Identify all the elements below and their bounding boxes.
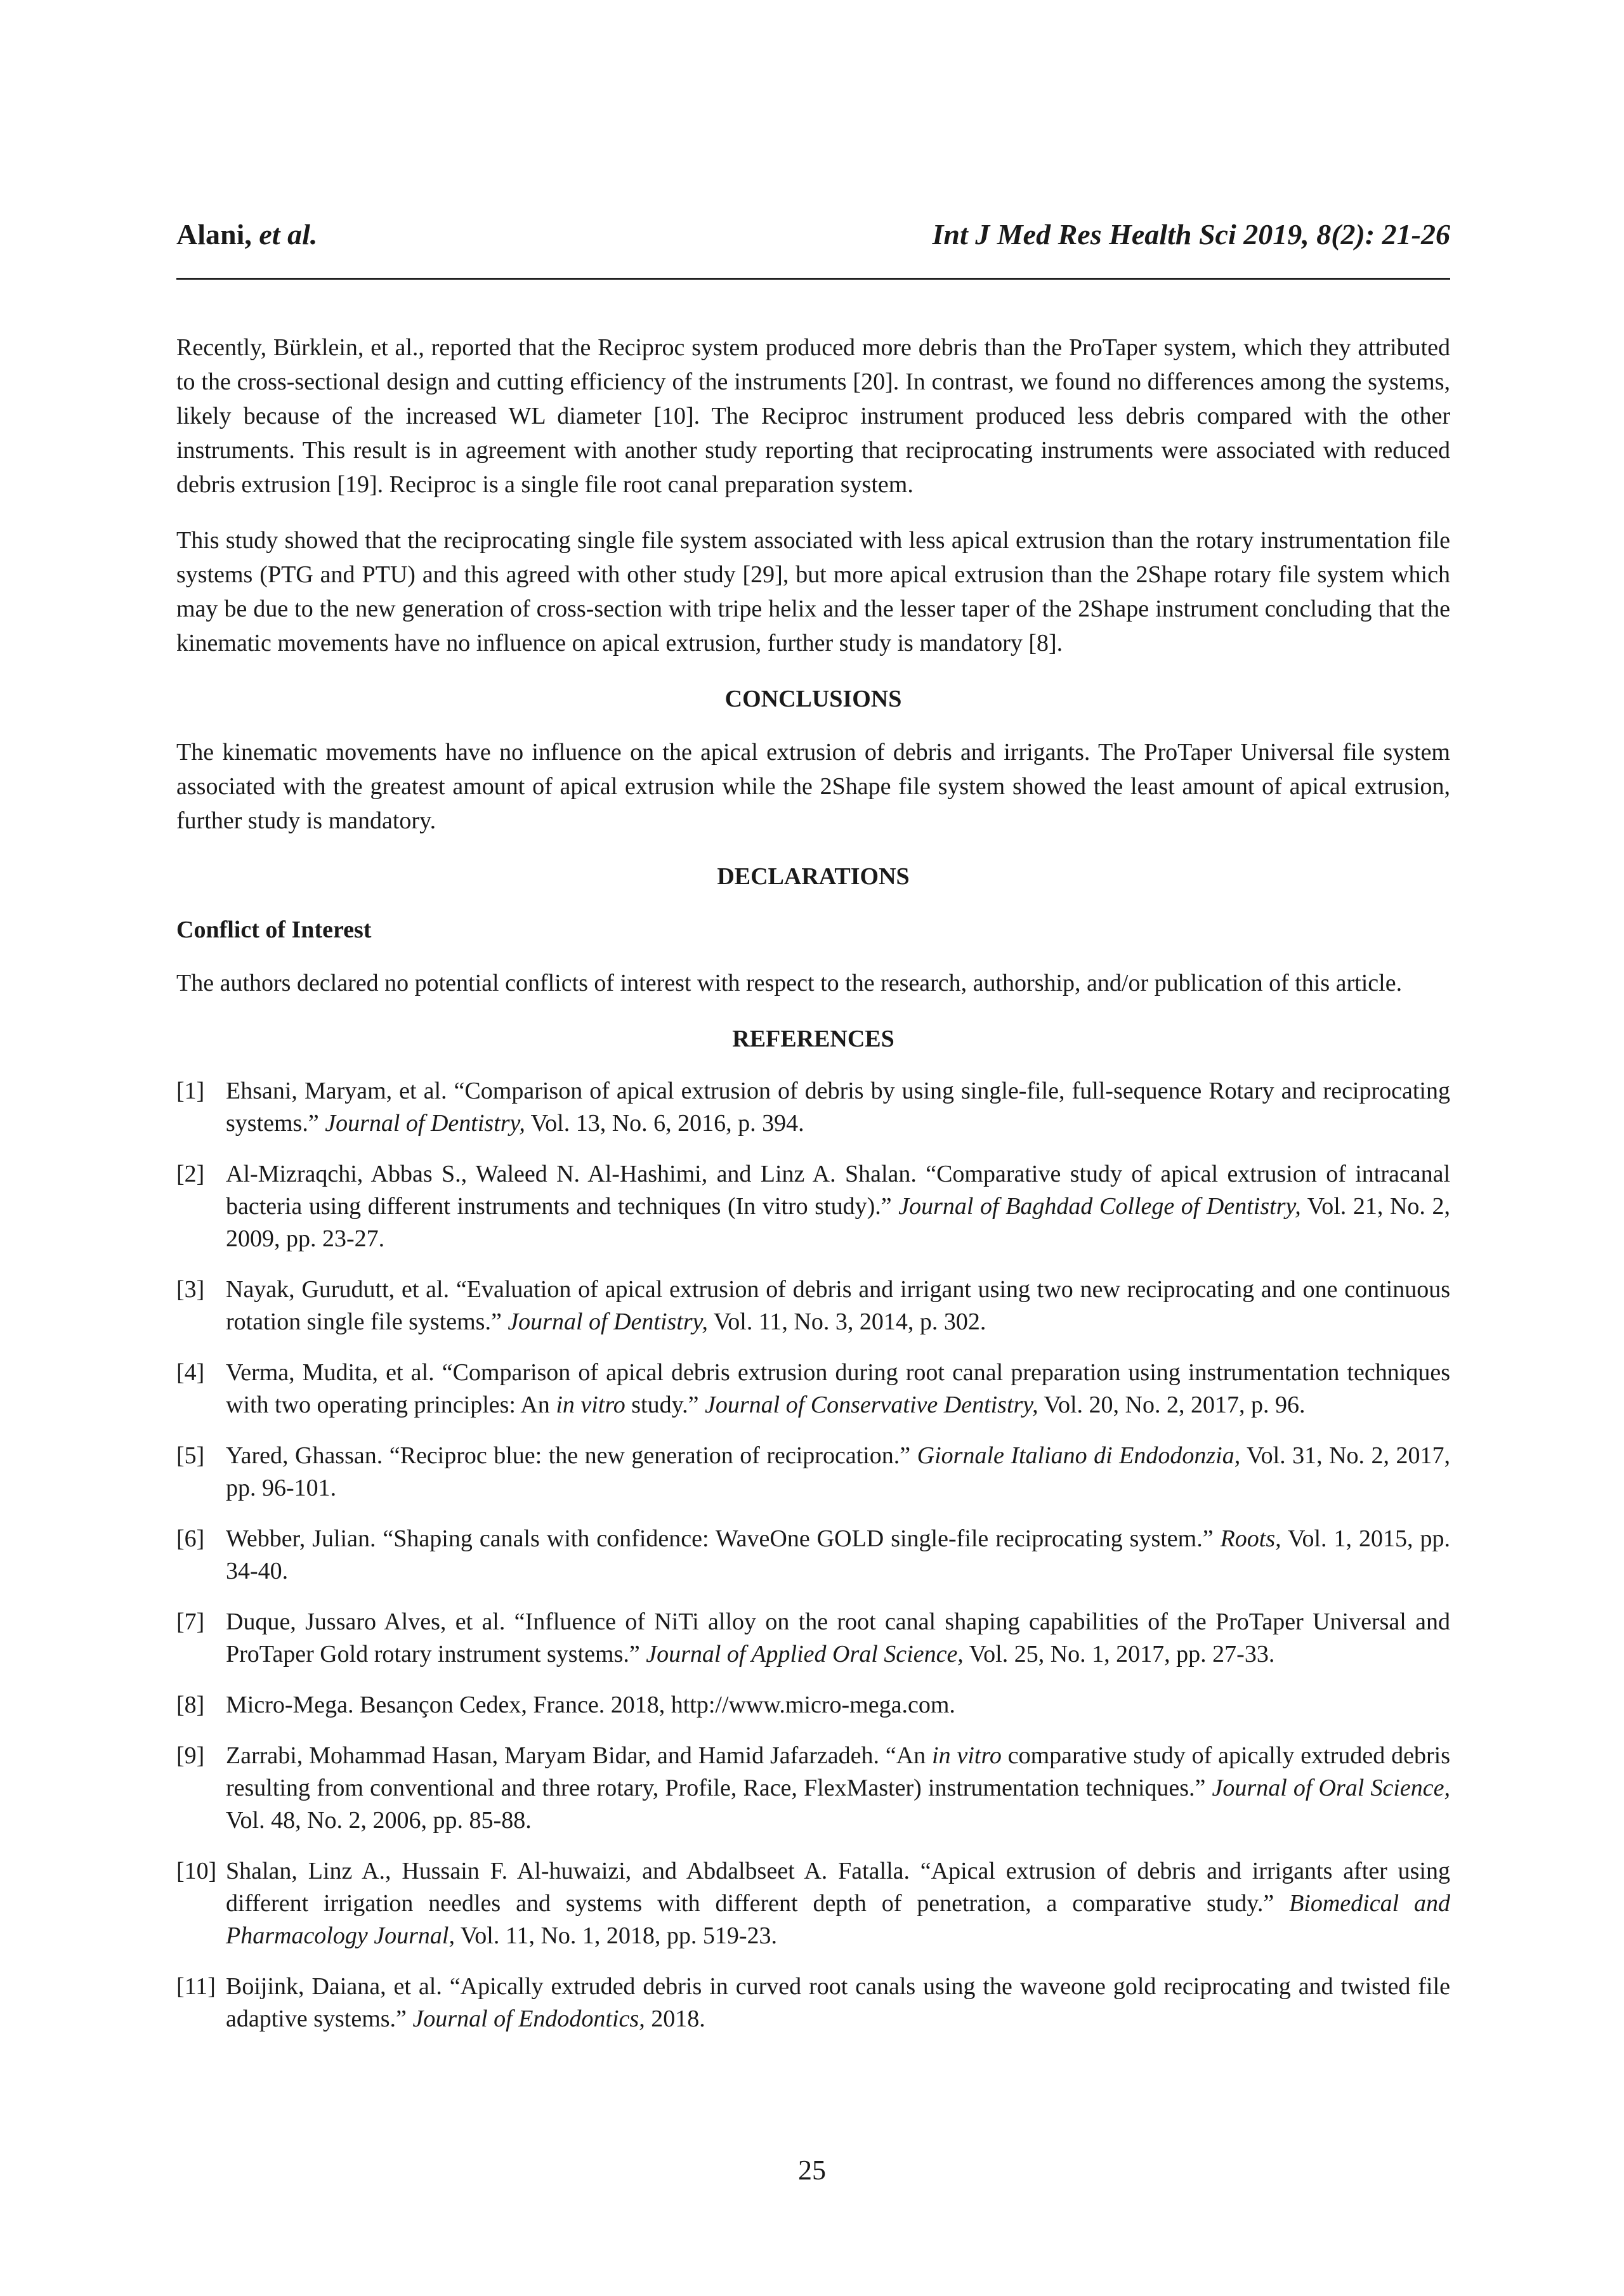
reference-item (176, 1440, 1450, 1504)
declarations-heading: DECLARATIONS (717, 863, 910, 890)
reference-citation: Al-Mizraqchi, Abbas S., Waleed N. Al-Hashimi, and Linz A. Shalan. “Comparative study of apical extrusion of intracanal bacteria using different instruments and techniques (In vitro study).” (226, 1161, 1450, 1220)
reference-citation: Yared, Ghassan. “Reciproc blue: the new generation of reciprocation.” (226, 1442, 917, 1469)
reference-text (226, 1606, 1450, 1671)
reference-number: [5] (176, 1442, 205, 1469)
reference-journal: Journal of Baghdad College of Dentistry, (898, 1193, 1301, 1220)
reference-item (176, 1740, 1450, 1837)
conclusions-text: The kinematic movements have no influence on the apical extrusion of debris and irrigants. The ProTaper Universal file system associated with the greatest amount of apical extrusion while the 2Shape file system showed the least amount of apical extrusion, further study is mandatory. (176, 739, 1450, 834)
reference-text (226, 1357, 1450, 1421)
reference-volume-info: Vol. 31, No. 2, 2017, pp. 96-101. (226, 1442, 1450, 1501)
reference-citation: Duque, Jussaro Alves, et al. “Influence of NiTi alloy on the root canal shaping capabilities of the ProTaper Universal and ProTaper Gold rotary instrument systems.” (226, 1608, 1450, 1667)
reference-journal: Roots, (1220, 1525, 1281, 1552)
reference-number: [4] (176, 1359, 205, 1386)
reference-citation: Zarrabi, Mohammad Hasan, Maryam Bidar, and Hamid Jafarzadeh. “An (226, 1742, 933, 1769)
reference-text (226, 1740, 1450, 1837)
reference-item (176, 1075, 1450, 1140)
reference-item (176, 1971, 1450, 2035)
discussion-paragraph-2: This study showed that the reciprocating single file system associated with less apical extrusion than the rotary instrumentation file systems (PTG and PTU) and this agreed with other study [29], but more apical extrusion than the 2Shape rotary file system which may be due to the new generation of cross-section with tripe helix and the lesser taper of the 2Shape instrument concluding that the kinematic movements have no influence on apical extrusion, further study is mandatory [8]. (176, 527, 1450, 656)
reference-list (176, 1075, 1450, 2035)
reference-volume-info: Vol. 11, No. 3, 2014, p. 302. (707, 1308, 986, 1335)
reference-number: [8] (176, 1692, 205, 1718)
reference-text (226, 1075, 1450, 1140)
reference-citation: Shalan, Linz A., Hussain F. Al-huwaizi, and Abdalbseet A. Fatalla. “Apical extrusion of debris and irrigants after using different irrigation needles and systems with different depth of penetration, a comparative study.” (226, 1858, 1450, 1917)
reference-journal: Journal of Oral Science, (1212, 1775, 1450, 1801)
reference-citation: Boijink, Daiana, et al. “Apically extruded debris in curved root canals using the waveone gold reciprocating and twisted file adaptive systems.” (226, 1973, 1450, 2032)
reference-text (226, 1971, 1450, 2035)
reference-text (226, 1855, 1450, 1952)
reference-journal: Journal of Dentistry, (325, 1110, 525, 1137)
reference-journal: Journal of Conservative Dentistry, (704, 1392, 1038, 1418)
reference-italic-term: in vitro (556, 1392, 625, 1418)
reference-citation: Webber, Julian. “Shaping canals with confidence: WaveOne GOLD single-file reciprocating system.” (226, 1525, 1221, 1552)
discussion-paragraph-1: Recently, Bürklein, et al., reported that the Reciproc system produced more debris than the ProTaper system, which they attributed to the cross-sectional design and cutting efficiency of the instruments [20]. In contrast, we found no differences among the systems, likely because of the increased WL diameter [10]. The Reciproc instrument produced less debris compared with the other instruments. This result is in agreement with another study reporting that reciprocating instruments were associated with reduced debris extrusion [19]. Reciproc is a single file root canal preparation system. (176, 334, 1450, 498)
reference-citation: Verma, Mudita, et al. “Comparison of apical debris extrusion during root canal preparation using instrumentation techniques with two operating principles: An (226, 1359, 1450, 1418)
reference-item (176, 1689, 1450, 1721)
article-body (176, 330, 1450, 2035)
reference-italic-term: in vitro (932, 1742, 1002, 1769)
conclusions-heading: CONCLUSIONS (724, 686, 902, 712)
reference-text (226, 1440, 1450, 1504)
reference-item (176, 1855, 1450, 1952)
reference-journal: Journal of Dentistry, (508, 1308, 708, 1335)
reference-number: [7] (176, 1608, 205, 1635)
header-authors (176, 216, 317, 254)
reference-item (176, 1523, 1450, 1588)
reference-item (176, 1158, 1450, 1255)
reference-item (176, 1606, 1450, 1671)
reference-text (226, 1158, 1450, 1255)
reference-journal: Journal of Applied Oral Science, (646, 1641, 964, 1667)
header-journal: Int J Med Res Health Sci 2019, 8(2): 21-26 (932, 218, 1450, 251)
reference-item (176, 1274, 1450, 1338)
reference-text (226, 1689, 1450, 1721)
reference-number: [6] (176, 1525, 205, 1552)
reference-number: [11] (176, 1973, 216, 2000)
reference-volume-info: Vol. 20, No. 2, 2017, p. 96. (1038, 1392, 1306, 1418)
reference-volume-info: Vol. 13, No. 6, 2016, p. 394. (525, 1110, 804, 1137)
reference-volume-info: Vol. 11, No. 1, 2018, pp. 519-23. (454, 1922, 778, 1949)
reference-citation-continued: study.” (625, 1392, 705, 1418)
reference-citation: Nayak, Gurudutt, et al. “Evaluation of apical extrusion of debris and irrigant using two new reciprocating and one continuous rotation single file systems.” (226, 1276, 1450, 1335)
conflict-text: The authors declared no potential conflicts of interest with respect to the research, authorship, and/or publication of this article. (176, 970, 1403, 996)
reference-citation-continued: comparative study of apically extruded debris resulting from conventional and three rotary, Profile, Race, FlexMaster) instrumentation techniques.” (226, 1742, 1450, 1801)
reference-volume-info: 2018. (645, 2006, 705, 2032)
reference-citation: Micro-Mega. Besançon Cedex, France. 2018, http://www.micro-mega.com. (226, 1692, 955, 1718)
article-page (176, 216, 1450, 2054)
reference-volume-info: Vol. 48, No. 2, 2006, pp. 85-88. (226, 1807, 532, 1834)
header-authors-name: Alani, (176, 218, 259, 251)
references-heading: REFERENCES (732, 1026, 894, 1052)
reference-citation: Ehsani, Maryam, et al. “Comparison of apical extrusion of debris by using single-file, full-sequence Rotary and reciprocating systems.” (226, 1078, 1450, 1137)
reference-number: [1] (176, 1078, 205, 1104)
reference-text (226, 1523, 1450, 1588)
reference-item (176, 1357, 1450, 1421)
conflict-heading: Conflict of Interest (176, 916, 372, 943)
reference-number: [2] (176, 1161, 205, 1187)
running-header (176, 216, 1450, 280)
reference-volume-info: Vol. 21, No. 2, 2009, pp. 23-27. (226, 1193, 1451, 1252)
reference-journal: Biomedical and Pharmacology Journal, (226, 1890, 1450, 1949)
reference-volume-info: Vol. 1, 2015, pp. 34-40. (226, 1525, 1451, 1584)
page-number: 25 (798, 2155, 826, 2186)
reference-text (226, 1274, 1450, 1338)
reference-volume-info: Vol. 25, No. 1, 2017, pp. 27-33. (963, 1641, 1275, 1667)
reference-number: [10] (176, 1858, 217, 1884)
reference-number: [9] (176, 1742, 205, 1769)
reference-journal: Journal of Endodontics, (412, 2006, 645, 2032)
reference-journal: Giornale Italiano di Endodonzia, (917, 1442, 1241, 1469)
reference-number: [3] (176, 1276, 205, 1303)
header-authors-etal: et al. (259, 218, 318, 251)
